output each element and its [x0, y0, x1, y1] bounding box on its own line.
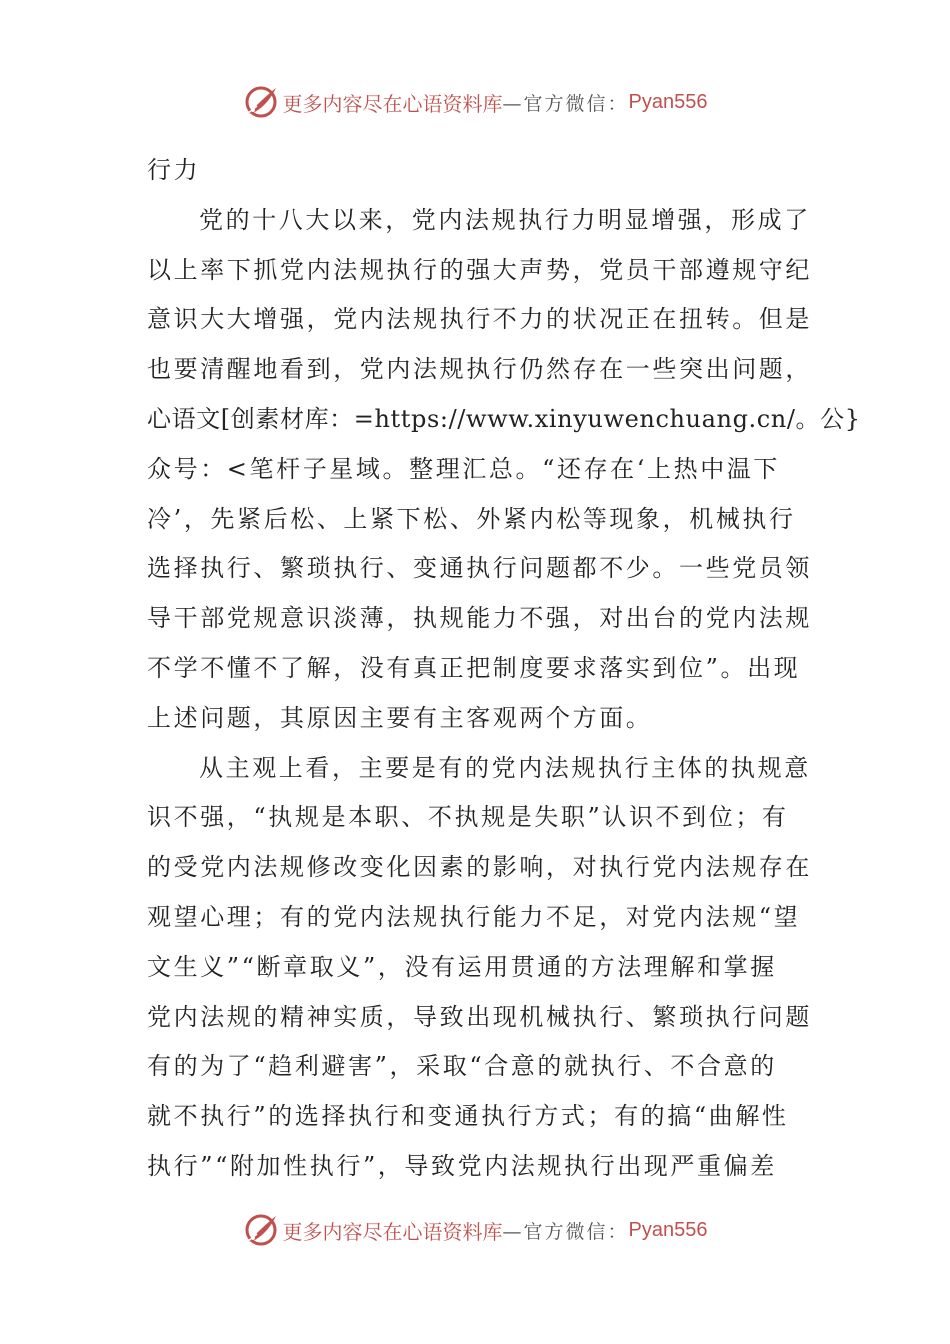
- banner-wechat-id: Pyan556: [628, 1218, 708, 1241]
- paragraph-line: 文生义”“断章取义”，没有运用贯通的方法理解和掌握: [147, 952, 777, 981]
- paragraph-line: 执行”“附加性执行”，导致党内法规执行出现严重偏差: [147, 1151, 777, 1180]
- paragraph-line: 众号：<笔杆子星域。整理汇总。“还存在‘上热中温下: [147, 454, 781, 483]
- paragraph-line: 就不执行”的选择执行和变通执行方式；有的搞“曲解性: [147, 1102, 789, 1131]
- document-body: [147, 146, 861, 1192]
- paragraph-line: 不学不懂不了解，没有真正把制度要求落实到位”。出现: [147, 653, 801, 682]
- header-watermark-banner: [0, 80, 950, 124]
- footer-watermark-banner: [0, 1208, 950, 1252]
- paragraph-line: 意识大大增强，党内法规执行不力的状况正在扭转。但是: [147, 305, 812, 334]
- paragraph-line: 观望心理；有的党内法规执行能力不足，对党内法规“望: [147, 902, 801, 931]
- banner-wechat-id: Pyan556: [628, 90, 708, 113]
- paragraph-line: 上述问题，其原因主要有主客观两个方面。: [147, 703, 653, 732]
- paragraph-line: 识不强，“执规是本职、不执规是失职”认识不到位；有: [147, 803, 789, 832]
- paragraph-line: 行力: [147, 156, 201, 184]
- paragraph-line: 的受党内法规修改变化因素的影响，对执行党内法规存在: [147, 853, 812, 882]
- paragraph-line: 从主观上看，主要是有的党内法规执行主体的执规意: [199, 753, 811, 782]
- paragraph-line: 也要清醒地看到，党内法规执行仍然存在一些突出问题，: [147, 355, 812, 384]
- banner-official-text: —官方微信：: [502, 1220, 629, 1243]
- quill-pen-logo-icon: [243, 84, 279, 120]
- paragraph-line: 导干部党规意识淡薄，执规能力不强，对出台的党内法规: [147, 604, 812, 633]
- paragraph-line: 以上率下抓党内法规执行的强大声势，党员干部遵规守纪: [147, 255, 812, 284]
- paragraph-line: 心语文[创素材库：=https://www.xinyuwenchuang.cn/。公}: [147, 404, 861, 433]
- banner-official-text: —官方微信：: [502, 92, 629, 115]
- banner-site-text: 更多内容尽在心语资料库: [282, 91, 503, 116]
- paragraph-line: 有的为了“趋利避害”，采取“合意的就执行、不合意的: [147, 1052, 777, 1081]
- paragraph-line: 党的十八大以来，党内法规执行力明显增强，形成了: [199, 205, 811, 234]
- paragraph-line: 选择执行、繁琐执行、变通执行问题都不少。一些党员领: [147, 554, 812, 583]
- quill-pen-logo-icon: [243, 1212, 279, 1248]
- banner-site-text: 更多内容尽在心语资料库: [282, 1219, 503, 1244]
- paragraph-line: 党内法规的精神实质，导致出现机械执行、繁琐执行问题: [147, 1002, 812, 1031]
- paragraph-line: 冷’，先紧后松、上紧下松、外紧内松等现象，机械执行: [147, 504, 796, 533]
